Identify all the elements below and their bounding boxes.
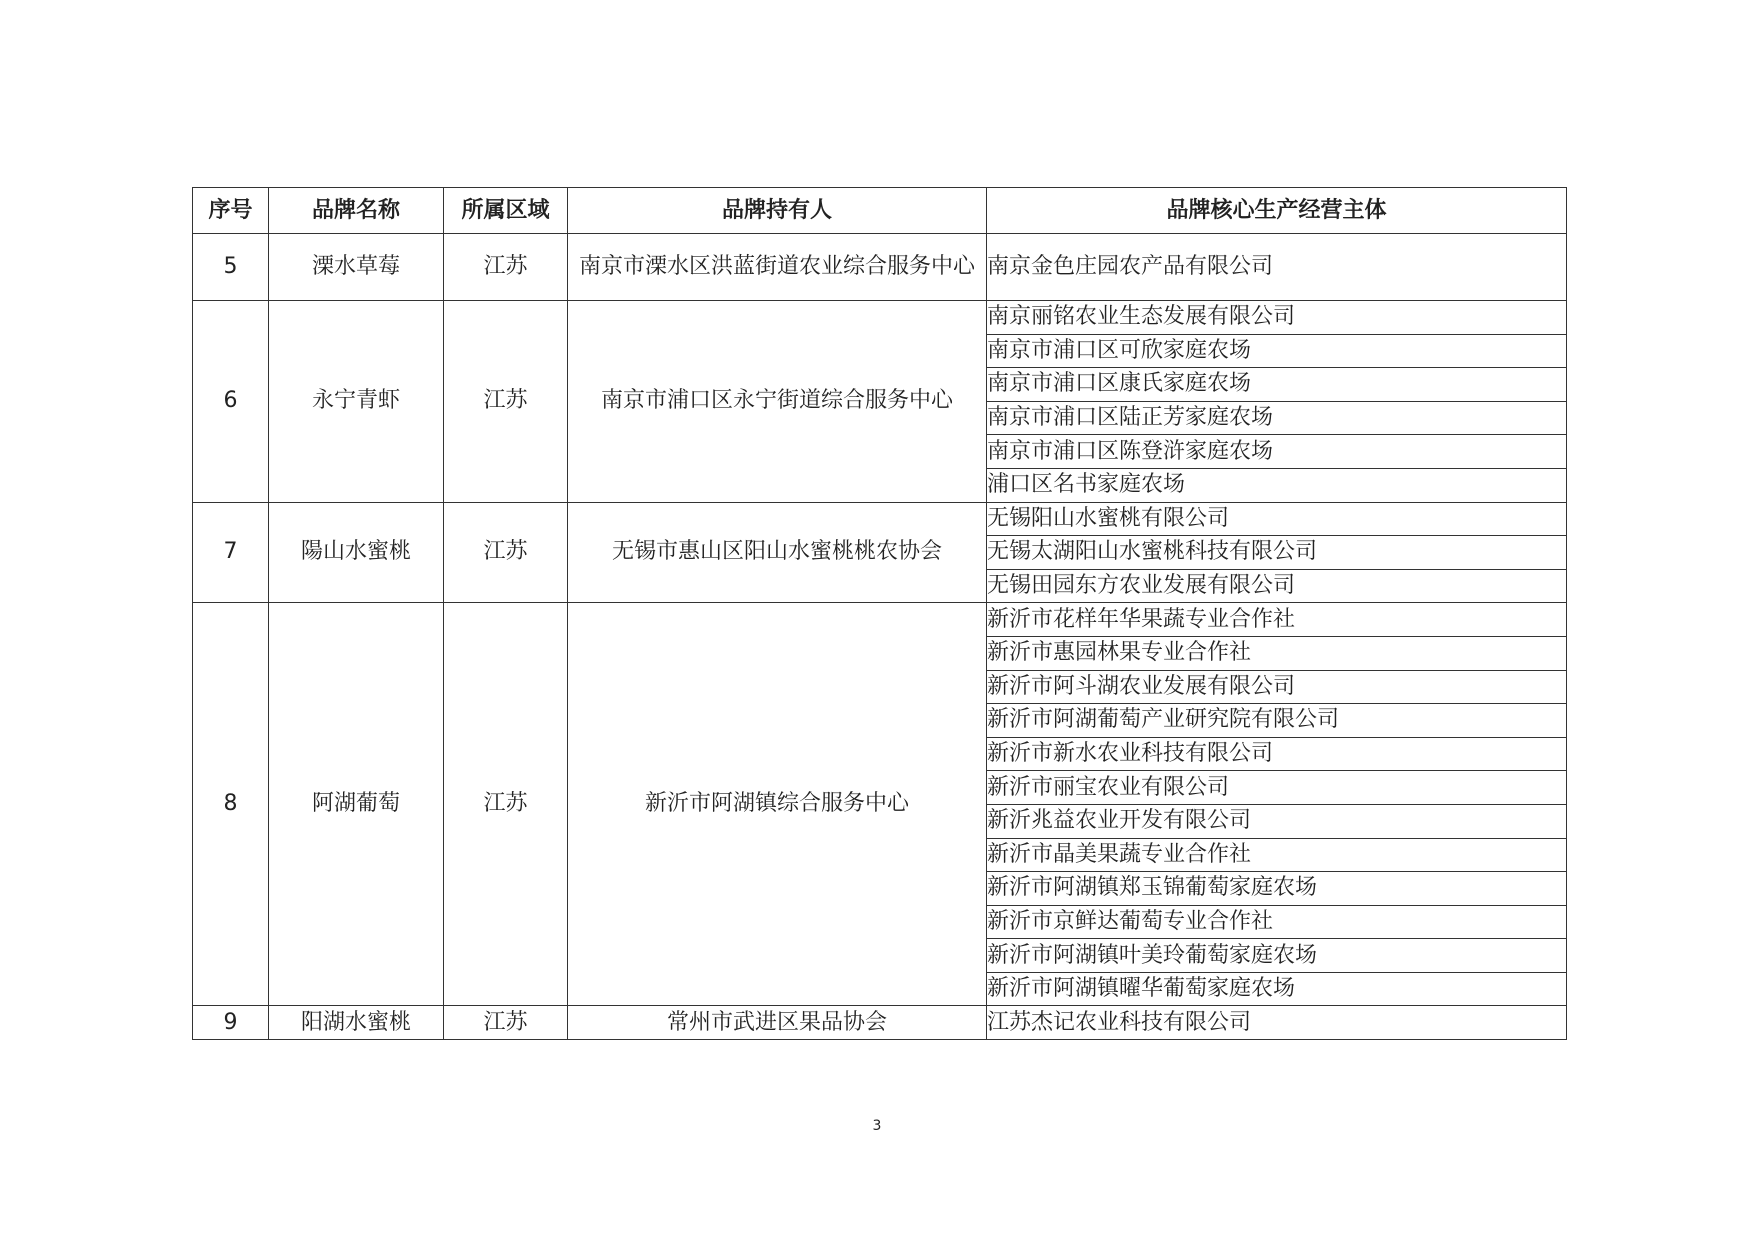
producer-entity: 新沂市晶美果蔬专业合作社: [987, 838, 1567, 872]
row-number: 8: [193, 603, 269, 1006]
producer-entity: 南京丽铭农业生态发展有限公司: [987, 301, 1567, 335]
table-row: [193, 502, 1567, 536]
brand-name: 阳湖水蜜桃: [269, 1006, 444, 1040]
producer-entity: 南京金色庄园农产品有限公司: [987, 234, 1567, 301]
brand-name: 陽山水蜜桃: [269, 502, 444, 603]
header-core-producers: 品牌核心生产经营主体: [987, 188, 1567, 234]
row-number: 6: [193, 301, 269, 503]
table-row: [193, 1006, 1567, 1040]
producer-entity: 南京市浦口区可欣家庭农场: [987, 334, 1567, 368]
producer-entity: 新沂市京鲜达葡萄专业合作社: [987, 905, 1567, 939]
producer-entity: 南京市浦口区康氏家庭农场: [987, 368, 1567, 402]
brand-holder: 南京市浦口区永宁街道综合服务中心: [568, 301, 987, 503]
region: 江苏: [444, 502, 568, 603]
producer-entity: 无锡太湖阳山水蜜桃科技有限公司: [987, 536, 1567, 570]
brand-name: 溧水草莓: [269, 234, 444, 301]
table-row: [193, 301, 1567, 335]
producer-entity: 新沂市阿湖镇郑玉锦葡萄家庭农场: [987, 872, 1567, 906]
region: 江苏: [444, 301, 568, 503]
row-number: 5: [193, 234, 269, 301]
region: 江苏: [444, 1006, 568, 1040]
header-brand-holder: 品牌持有人: [568, 188, 987, 234]
producer-entity: 新沂市阿斗湖农业发展有限公司: [987, 670, 1567, 704]
producer-entity: 新沂市惠园林果专业合作社: [987, 636, 1567, 670]
header-region: 所属区域: [444, 188, 568, 234]
brand-table: [192, 187, 1567, 1040]
brand-holder: 常州市武进区果品协会: [568, 1006, 987, 1040]
producer-entity: 新沂兆益农业开发有限公司: [987, 804, 1567, 838]
region: 江苏: [444, 234, 568, 301]
producer-entity: 新沂市丽宝农业有限公司: [987, 771, 1567, 805]
producer-entity: 无锡田园东方农业发展有限公司: [987, 569, 1567, 603]
region: 江苏: [444, 603, 568, 1006]
producer-entity: 南京市浦口区陈登浒家庭农场: [987, 435, 1567, 469]
brand-name: 阿湖葡萄: [269, 603, 444, 1006]
producer-entity: 新沂市阿湖葡萄产业研究院有限公司: [987, 704, 1567, 738]
table-row: [193, 603, 1567, 637]
brand-holder: 无锡市惠山区阳山水蜜桃桃农协会: [568, 502, 987, 603]
producer-entity: 新沂市阿湖镇叶美玲葡萄家庭农场: [987, 939, 1567, 973]
table-row: [193, 234, 1567, 301]
producer-entity: 新沂市阿湖镇曜华葡萄家庭农场: [987, 972, 1567, 1006]
header-brand-name: 品牌名称: [269, 188, 444, 234]
producer-entity: 江苏杰记农业科技有限公司: [987, 1006, 1567, 1040]
producer-entity: 无锡阳山水蜜桃有限公司: [987, 502, 1567, 536]
row-number: 7: [193, 502, 269, 603]
page-number: 3: [872, 1118, 882, 1134]
producer-entity: 新沂市新水农业科技有限公司: [987, 737, 1567, 771]
table-header-row: [193, 188, 1567, 234]
row-number: 9: [193, 1006, 269, 1040]
producer-entity: 新沂市花样年华果蔬专业合作社: [987, 603, 1567, 637]
header-serial-number: 序号: [193, 188, 269, 234]
producer-entity: 浦口区名书家庭农场: [987, 468, 1567, 502]
brand-holder: 新沂市阿湖镇综合服务中心: [568, 603, 987, 1006]
brand-name: 永宁青虾: [269, 301, 444, 503]
producer-entity: 南京市浦口区陆正芳家庭农场: [987, 401, 1567, 435]
brand-holder: 南京市溧水区洪蓝街道农业综合服务中心: [568, 234, 987, 301]
